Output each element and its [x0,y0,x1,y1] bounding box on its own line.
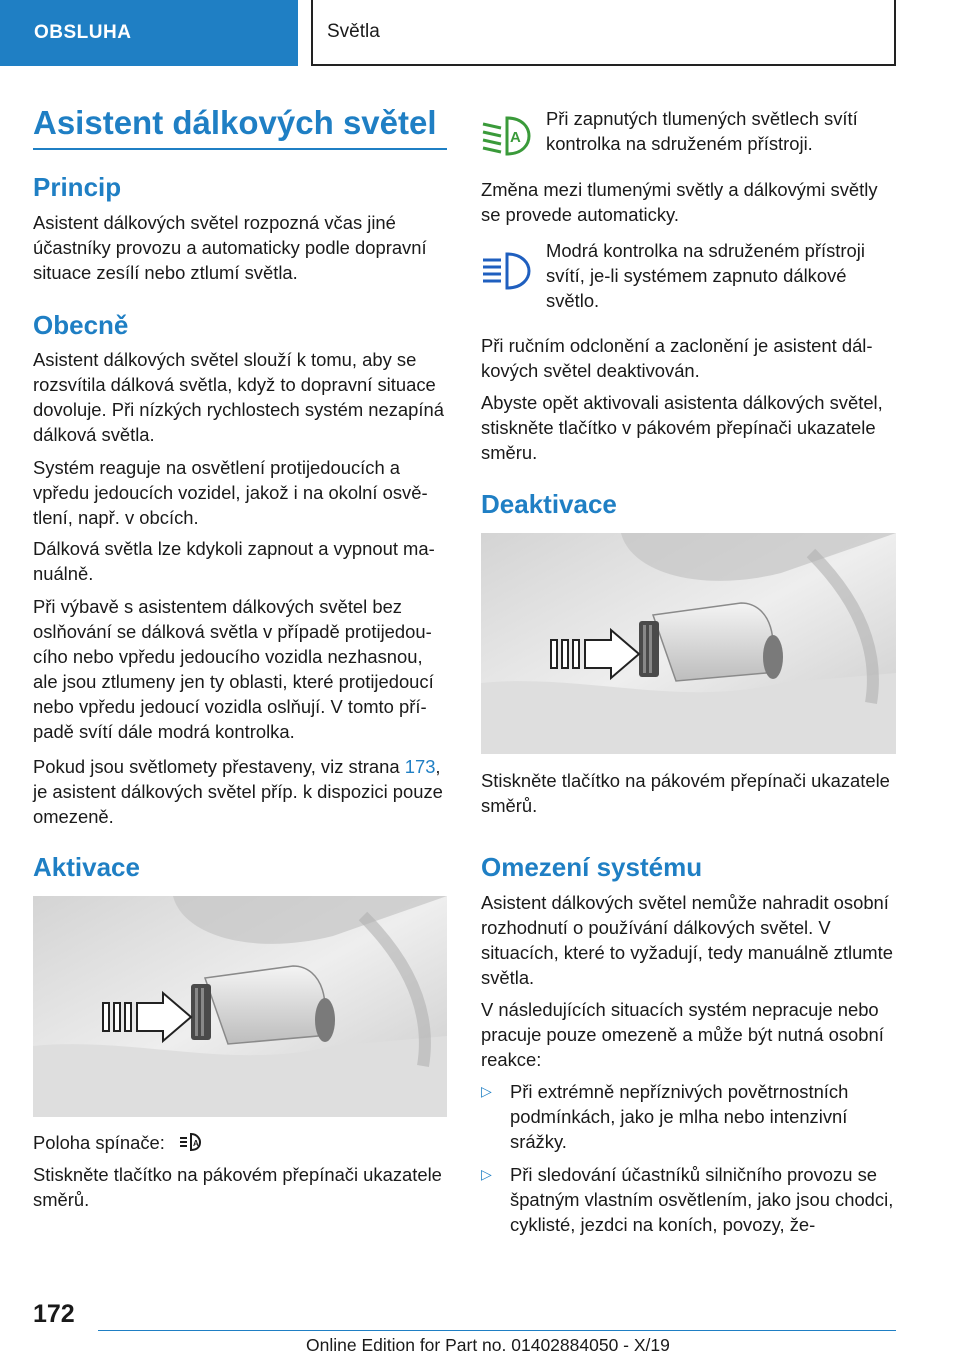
svg-text:A: A [510,129,521,146]
obecne-text-5 [33,754,447,829]
change-text: Změna mezi tlumenými světly a dálkovými světly se provede automaticky. [481,179,878,225]
indicator-low-beam-text: Při zapnutých tlumených světlech svítí kontrolka na sdruženém přístroji. [546,108,858,154]
omezeni-text-2: V následujících situacích systém nepracuje nebo pracuje pouze omezeně a může být nutná osobní reakce: [481,999,884,1070]
obecne-text-4: Při výbavě s asistentem dálkových světel bez oslňování se dálková světla v případě protijedoucího nebo vpředu jedoucího vozidla nezhasnou, ale jsou ztlumeny jen ty oblasti, které protijedoucí nebo vpředu jedoucí vozidla oslňují. V tomto případě svítí dále modrá kontrolka. [33,596,434,742]
chapter-label: Světla [327,21,380,42]
blue-high-beam-indicator-icon [481,250,531,292]
list-item-text: Při sledování účastníků silničního provozu se špatným vlastním osvětlením, jako jsou chodci, cyklisté, jezdci na koních, povozy, že- [510,1164,894,1235]
heading-princip: Princip [33,172,122,202]
page-number: 172 [33,1300,75,1328]
heading-aktivace: Aktivace [33,852,140,882]
obecne-text-2: Systém reaguje na osvětlení protijedoucích a vpředu jedoucích vozidel, jakož i na okolní osvětlení, např. v obcích. [33,457,428,528]
list-item-text: Při extrémně nepříznivých povětrnostních podmínkách, jako je mlha nebo intenzivní srážky. [510,1081,849,1152]
aktivace-caption-press: Stiskněte tlačítko na pákovém přepínači ukazatele směrů. [33,1164,442,1210]
obecne-text-5b: , je asistent dálkových světel příp. k dispozici pouze omezeně. [33,756,443,827]
page-link-173[interactable]: 173 [404,756,436,777]
heading-omezeni: Omezení systému [481,852,703,882]
footer-edition: Online Edition for Part no. 01402884050 - X/19 [306,1335,670,1355]
manual-deactivate-text: Při ručním odclonění a zaclonění je asistent dálkových světel deaktivován. [481,335,873,381]
footer-rule [98,1330,896,1331]
heading-deaktivace: Deaktivace [481,489,617,519]
reactivate-text: Abyste opět aktivovali asistenta dálkových světel, stiskněte tlačítko v pákovém přepínači ukazatele směru. [481,392,883,463]
obecne-text-5a: Pokud jsou světlomety přestaveny, viz strana [33,756,405,777]
princip-text: Asistent dálkových světel rozpozná včas jiné účastníky provozu a automaticky podle dopravní situace zesílí nebo ztlumí světla. [33,212,427,283]
green-auto-low-beam-indicator-icon [481,110,531,158]
heading-obecne: Obecně [33,310,129,340]
stalk-lever-photo-deactivation [481,533,896,754]
omezeni-text-1: Asistent dálkových světel nemůže nahradit osobní rozhodnutí o používání dálkových světel. V situacích, které to vyžadují, tedy manuálně ztlumte světla. [481,892,893,988]
obecne-text-3: Dálková světla lze kdykoli zapnout a vypnout manuálně. [33,538,435,584]
triangle-bullet-icon: ▷ [481,1166,492,1182]
svg-text:A: A [193,1139,199,1149]
section-label: OBSLUHA [34,22,132,43]
stalk-lever-photo-activation [33,896,447,1117]
deaktivace-caption: Stiskněte tlačítko na pákovém přepínači ukazatele směrů. [481,770,890,816]
aktivace-caption-position [33,1130,447,1158]
switch-position-label: Poloha spínače: [33,1132,165,1153]
obecne-text-1: Asistent dálkových světel slouží k tomu, aby se rozsvítila dálková světla, když to dopravní situace dovoluje. Při nízkých rychlostech systém nezapíná dálková světla. [33,349,444,445]
title-underline [33,148,447,150]
chapter-box [311,0,896,66]
indicator-high-beam-text: Modrá kontrolka na sdruženém přístroji svítí, je-li systémem zapnuto dálkové světlo. [546,240,865,311]
auto-headlight-switch-icon [178,1130,204,1158]
triangle-bullet-icon: ▷ [481,1083,492,1099]
page-title: Asistent dálkových světel [33,104,437,141]
section-tab [0,0,298,66]
